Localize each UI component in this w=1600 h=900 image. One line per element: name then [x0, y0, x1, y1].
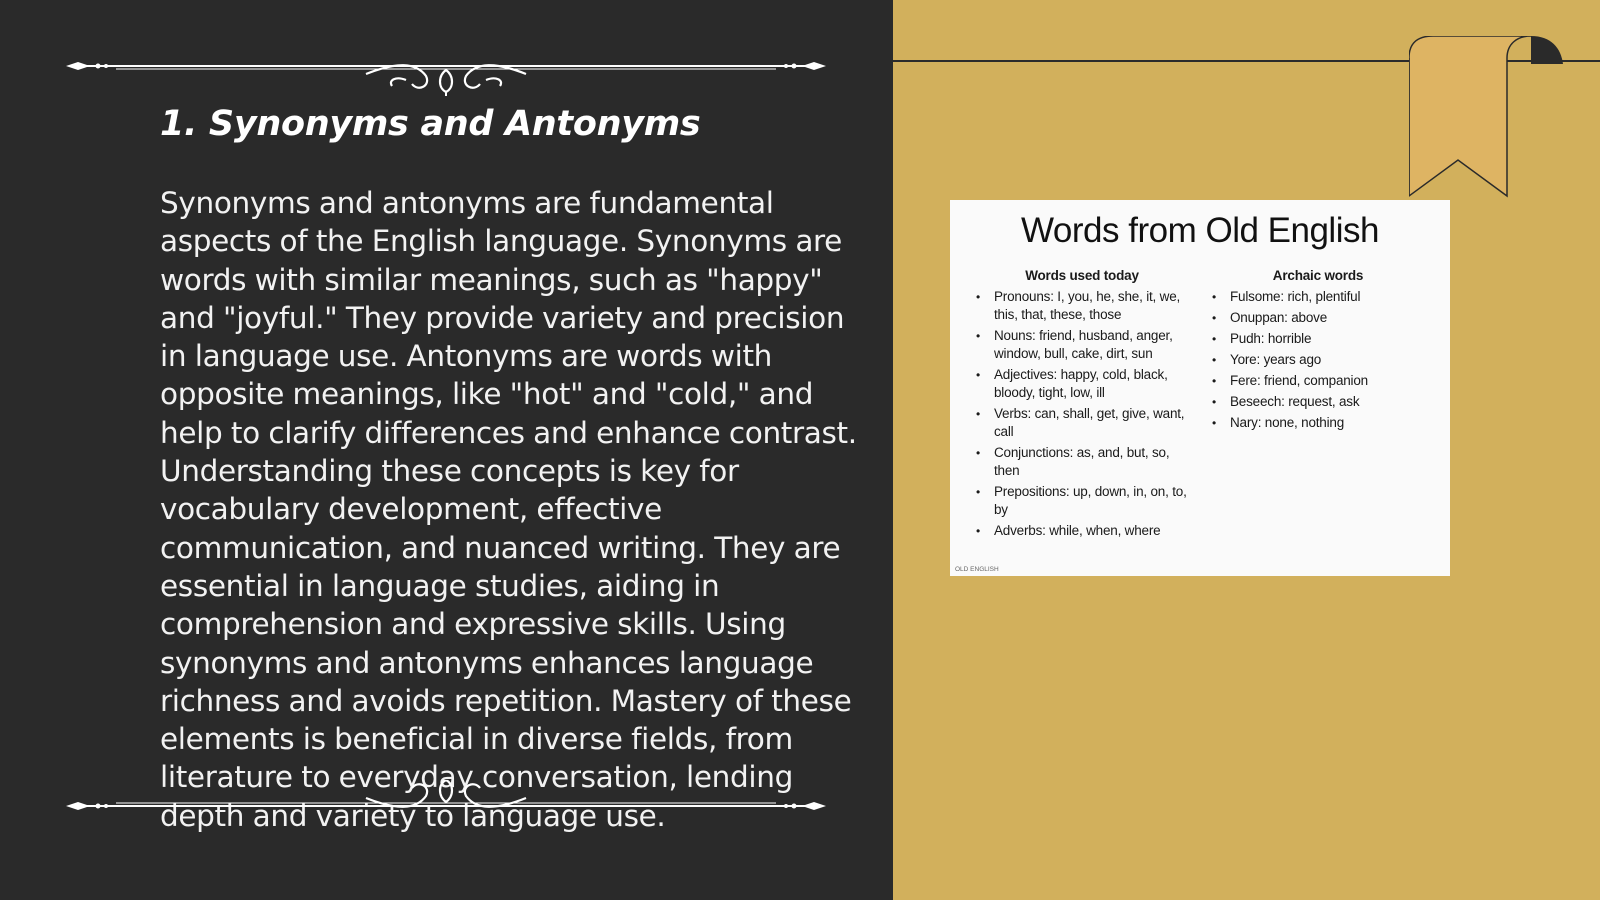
ornament-divider-bottom [66, 780, 826, 830]
slide-body-text: Synonyms and antonyms are fundamental aspects of the English language. Synonyms are words with similar meanings, such as "happy" and "joyful." They provide variety and precision in language use. Antonyms are words with opposite meanings, like "hot" and "cold," and help to clarify differences and enhance contrast. Understanding these concepts is key for vocabulary development, effective communication, and nuanced writing. They are essential in language studies, aiding in comprehension and expressive skills. Using synonyms and antonyms enhances language richness and avoids repetition. Mastery of these elements is beneficial in diverse fields, from literature to everyday conversation, lending depth and variety to language use. [160, 186, 857, 833]
bullet-glyph: • [976, 329, 981, 343]
ornament-divider-top [66, 46, 826, 96]
archaic-words-column [1208, 268, 1428, 435]
list-item: • Adverbs: while, when, where [976, 523, 1161, 538]
bullet-glyph: • [1212, 374, 1217, 388]
list-item: • Beseech: request, ask [1212, 394, 1360, 409]
list-item: • Fulsome: rich, plentiful [1212, 289, 1361, 304]
figure-footer: OLD ENGLISH [955, 566, 999, 573]
list-item: • Fere: friend, companion [1212, 373, 1368, 388]
list-item: • Verbs: can, shall, get, give, want, call [976, 406, 1185, 439]
list-item: • Nouns: friend, husband, anger, window, bull, cake, dirt, sun [976, 328, 1173, 361]
list-item: • Nary: none, nothing [1212, 415, 1345, 430]
list-item: • Conjunctions: as, and, but, so, then [976, 445, 1170, 478]
bookmark-ribbon-icon [1409, 36, 1579, 206]
image-panel [893, 0, 1600, 900]
list-item: • Adjectives: happy, cold, black, bloody, tight, low, ill [976, 367, 1168, 400]
list-item: • Yore: years ago [1212, 352, 1322, 367]
slide-title: 1. Synonyms and Antonyms [160, 104, 701, 144]
bullet-glyph: • [976, 368, 981, 382]
bullet-glyph: • [1212, 290, 1217, 304]
column-heading: Words used today [1025, 268, 1139, 283]
bullet-glyph: • [1212, 416, 1217, 430]
bullet-glyph: • [976, 524, 981, 538]
old-english-figure [950, 200, 1450, 576]
bullet-glyph: • [976, 290, 981, 304]
bullet-glyph: • [1212, 311, 1217, 325]
bullet-glyph: • [1212, 353, 1217, 367]
bullet-glyph: • [1212, 332, 1217, 346]
list-item: • Onuppan: above [1212, 310, 1328, 325]
bullet-glyph: • [976, 446, 981, 460]
figure-title: Words from Old English [1021, 211, 1379, 250]
bullet-glyph: • [976, 485, 981, 499]
list-item: • Pudh: horrible [1212, 331, 1312, 346]
list-item: • Pronouns: I, you, he, she, it, we, this, that, these, those [976, 289, 1181, 322]
bullet-glyph: • [976, 407, 981, 421]
column-heading: Archaic words [1272, 268, 1364, 283]
words-used-today-column [972, 268, 1192, 543]
bullet-glyph: • [1212, 395, 1217, 409]
list-item: • Prepositions: up, down, in, on, to, by [976, 484, 1187, 517]
